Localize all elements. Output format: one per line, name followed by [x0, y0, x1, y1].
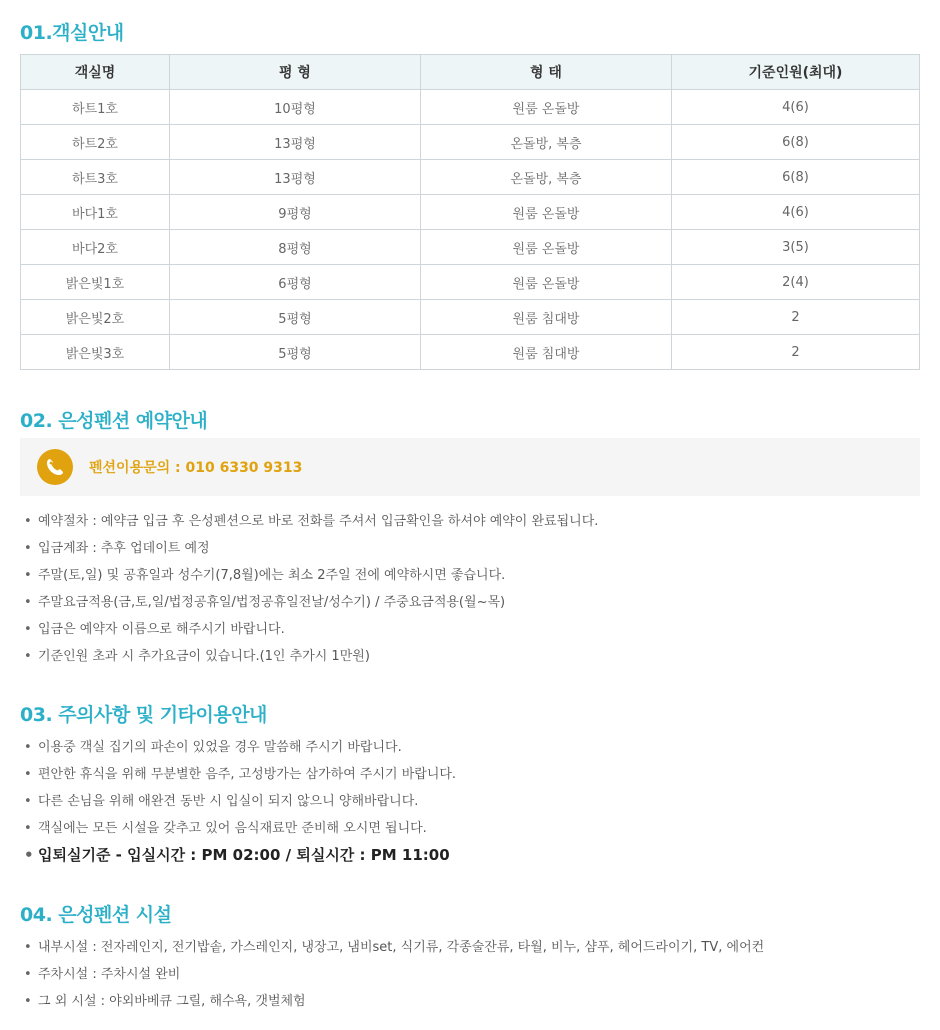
cell-type: 원룸 침대방	[421, 300, 672, 335]
list-item	[24, 988, 764, 1015]
cell-capacity: 4(6)	[672, 90, 920, 125]
bullet-icon: •	[24, 767, 32, 782]
list-item	[24, 589, 598, 616]
cell-size: 8평형	[170, 230, 421, 265]
list-item-text: 기준인원 초과 시 추가요금이 있습니다.(1인 추가시 1만원)	[38, 649, 370, 664]
list-item	[24, 761, 456, 788]
list-item-text: 입금은 예약자 이름으로 해주시기 바랍니다.	[38, 622, 285, 637]
header-capacity: 기준인원(최대)	[672, 55, 920, 90]
cell-capacity: 6(8)	[672, 125, 920, 160]
facility-notes	[24, 934, 764, 1015]
bullet-icon: •	[24, 794, 32, 809]
cell-room-name: 바다2호	[21, 230, 170, 265]
cell-room-name: 하트1호	[21, 90, 170, 125]
bullet-icon: •	[24, 994, 32, 1009]
bullet-icon: •	[24, 595, 32, 610]
list-item	[24, 734, 456, 761]
table-row	[21, 300, 920, 335]
cell-room-name: 밝은빛2호	[21, 300, 170, 335]
cell-room-name: 하트3호	[21, 160, 170, 195]
cell-type: 원룸 침대방	[421, 335, 672, 370]
contact-box	[20, 438, 920, 496]
cell-room-name: 하트2호	[21, 125, 170, 160]
list-item-text: 이용중 객실 집기의 파손이 있었을 경우 말씀해 주시기 바랍니다.	[38, 740, 402, 755]
cell-type: 온돌방, 복층	[421, 125, 672, 160]
list-item-text: 주차시설 : 주차시설 완비	[38, 967, 181, 982]
list-item-text: 입퇴실기준 - 입실시간 : PM 02:00 / 퇴실시간 : PM 11:00	[38, 846, 450, 864]
table-header-row	[21, 55, 920, 90]
cell-size: 5평형	[170, 335, 421, 370]
phone-icon	[37, 449, 73, 485]
list-item	[24, 961, 764, 988]
contact-phone-text: 펜션이용문의 : 010 6330 9313	[89, 460, 303, 476]
rooms-table	[20, 54, 920, 370]
table-row	[21, 265, 920, 300]
cell-capacity: 2	[672, 300, 920, 335]
cell-type: 원룸 온돌방	[421, 90, 672, 125]
list-item	[24, 562, 598, 589]
section-title-rooms: 01.객실안내	[20, 22, 124, 44]
header-type: 형 태	[421, 55, 672, 90]
cell-size: 5평형	[170, 300, 421, 335]
bullet-icon: •	[24, 967, 32, 982]
cell-size: 9평형	[170, 195, 421, 230]
table-row	[21, 230, 920, 265]
table-row	[21, 335, 920, 370]
list-item	[24, 815, 456, 842]
bullet-icon: •	[24, 568, 32, 583]
list-item-text: 내부시설 : 전자레인지, 전기밥솥, 가스레인지, 냉장고, 냄비set, 식기류, 각종술잔류, 타월, 비누, 샴푸, 헤어드라이기, TV, 에어컨	[38, 940, 765, 955]
table-row	[21, 195, 920, 230]
list-item	[24, 934, 764, 961]
table-row	[21, 125, 920, 160]
section-title-facilities: 04. 은성펜션 시설	[20, 904, 172, 926]
list-item	[24, 535, 598, 562]
cell-size: 13평형	[170, 160, 421, 195]
bullet-icon: •	[24, 649, 32, 664]
list-item-text: 편안한 휴식을 위해 무분별한 음주, 고성방가는 삼가하여 주시기 바랍니다.	[38, 767, 457, 782]
bullet-icon: •	[24, 846, 34, 864]
bullet-icon: •	[24, 821, 32, 836]
table-row	[21, 90, 920, 125]
list-item	[24, 842, 456, 869]
list-item-text: 다른 손님을 위해 애완견 동반 시 입실이 되지 않으니 양해바랍니다.	[38, 794, 419, 809]
cell-capacity: 6(8)	[672, 160, 920, 195]
list-item	[24, 643, 598, 670]
cell-room-name: 바다1호	[21, 195, 170, 230]
caution-notes	[24, 734, 456, 869]
section-title-cautions: 03. 주의사항 및 기타이용안내	[20, 704, 267, 726]
cell-type: 원룸 온돌방	[421, 265, 672, 300]
list-item-text: 예약절차 : 예약금 입금 후 은성펜션으로 바로 전화를 주셔서 입금확인을 하셔야 예약이 완료됩니다.	[38, 514, 599, 529]
list-item-text: 주말(토,일) 및 공휴일과 성수기(7,8월)에는 최소 2주일 전에 예약하시면 좋습니다.	[38, 568, 506, 583]
list-item-text: 주말요금적용(금,토,일/법정공휴일/법정공휴일전날/성수기) / 주중요금적용(월~목)	[38, 595, 506, 610]
bullet-icon: •	[24, 514, 32, 529]
list-item	[24, 508, 598, 535]
section-title-reservation: 02. 은성펜션 예약안내	[20, 410, 208, 432]
bullet-icon: •	[24, 622, 32, 637]
header-size: 평 형	[170, 55, 421, 90]
cell-capacity: 3(5)	[672, 230, 920, 265]
cell-capacity: 4(6)	[672, 195, 920, 230]
list-item-text: 입금계좌 : 추후 업데이트 예정	[38, 541, 210, 556]
table-row	[21, 160, 920, 195]
cell-size: 10평형	[170, 90, 421, 125]
cell-type: 원룸 온돌방	[421, 230, 672, 265]
bullet-icon: •	[24, 940, 32, 955]
list-item	[24, 788, 456, 815]
bullet-icon: •	[24, 541, 32, 556]
bullet-icon: •	[24, 740, 32, 755]
cell-room-name: 밝은빛3호	[21, 335, 170, 370]
cell-size: 6평형	[170, 265, 421, 300]
cell-type: 온돌방, 복층	[421, 160, 672, 195]
cell-capacity: 2(4)	[672, 265, 920, 300]
cell-capacity: 2	[672, 335, 920, 370]
cell-type: 원룸 온돌방	[421, 195, 672, 230]
reservation-notes	[24, 508, 598, 670]
header-room-name: 객실명	[21, 55, 170, 90]
cell-size: 13평형	[170, 125, 421, 160]
list-item-text: 객실에는 모든 시설을 갖추고 있어 음식재료만 준비해 오시면 됩니다.	[38, 821, 427, 836]
cell-room-name: 밝은빛1호	[21, 265, 170, 300]
list-item-text: 그 외 시설 : 야외바베큐 그릴, 해수욕, 갯벌체험	[38, 994, 306, 1009]
list-item	[24, 616, 598, 643]
